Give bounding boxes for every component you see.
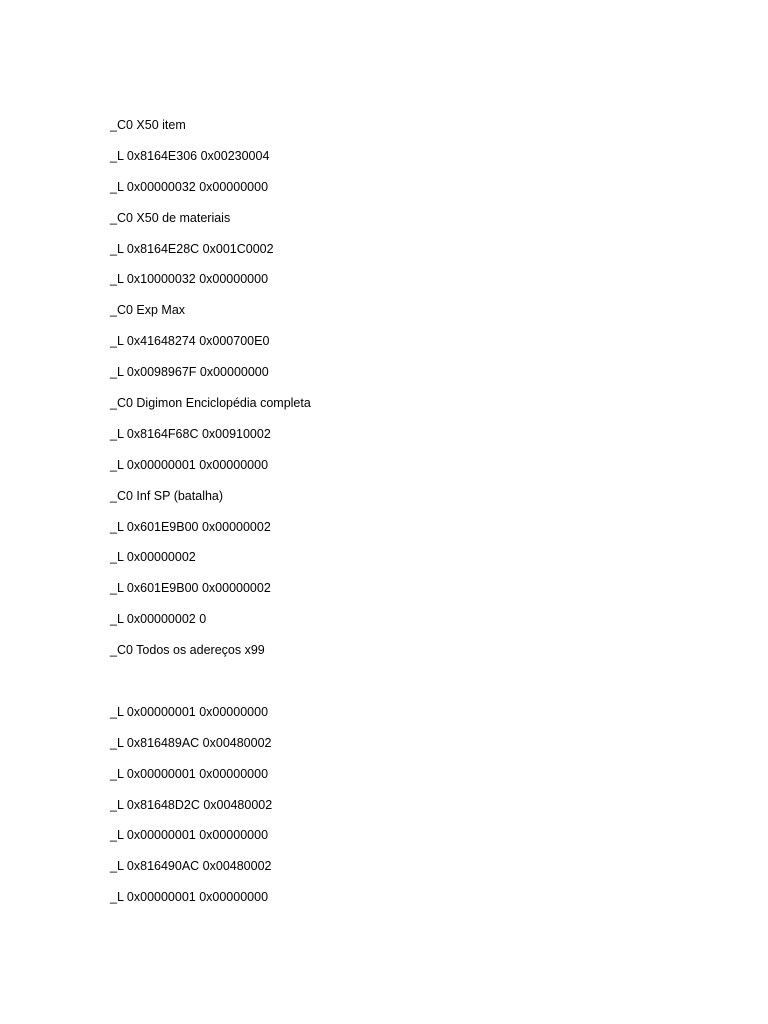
code-line: _L 0x0098967F 0x00000000 <box>110 365 269 380</box>
code-line: _L 0x816490AC 0x00480002 <box>110 859 272 874</box>
code-line: _L 0x816489AC 0x00480002 <box>110 735 272 750</box>
code-line: _L 0x8164E306 0x00230004 <box>110 148 270 163</box>
code-line: _L 0x8164E28C 0x001C0002 <box>110 241 274 256</box>
code-line: _L 0x81648D2C 0x00480002 <box>110 797 273 812</box>
code-line: _L 0x00000002 0 <box>110 612 207 627</box>
code-line: _C0 X50 item <box>110 118 186 132</box>
code-line: _L 0x41648274 0x000700E0 <box>110 334 270 349</box>
code-line: _L 0x00000001 0x00000000 <box>110 457 269 472</box>
code-line: _L 0x601E9B00 0x00000002 <box>110 581 271 596</box>
code-line: _L 0x00000032 0x00000000 <box>110 179 269 194</box>
code-line: _L 0x601E9B00 0x00000002 <box>110 519 271 534</box>
code-line: _C0 Inf SP (batalha) <box>110 488 224 503</box>
blank-line <box>110 671 311 702</box>
code-line: _C0 X50 de materiais <box>110 210 231 225</box>
code-line: _L 0x00000001 0x00000000 <box>110 766 269 781</box>
code-line: _L 0x00000001 0x00000000 <box>110 704 269 719</box>
code-line: _C0 Exp Max <box>110 303 186 318</box>
code-line: _L 0x8164F68C 0x00910002 <box>110 426 271 441</box>
code-lines <box>110 115 311 918</box>
code-line: _C0 Digimon Enciclopédia completa <box>110 396 311 411</box>
code-line: _C0 Todos os adereços x99 <box>110 643 265 658</box>
code-line: _L 0x00000001 0x00000000 <box>110 890 269 905</box>
code-line: _L 0x10000032 0x00000000 <box>110 272 269 287</box>
code-line: _L 0x00000002 <box>110 550 196 565</box>
code-line: _L 0x00000001 0x00000000 <box>110 828 269 843</box>
